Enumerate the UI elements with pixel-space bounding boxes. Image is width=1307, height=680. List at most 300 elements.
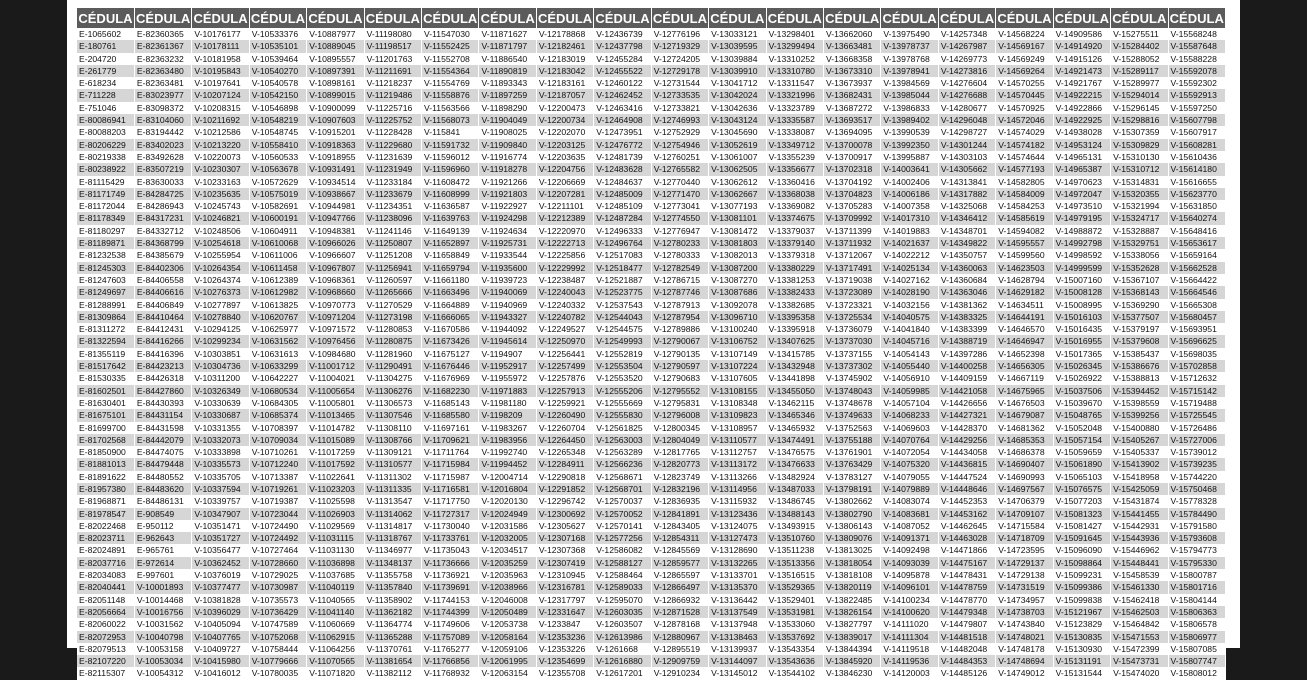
cedula-cell: V-15807085 xyxy=(1168,643,1225,655)
cedula-cell: V-10335573 xyxy=(192,458,249,470)
column-header: CÉDULA xyxy=(881,8,938,28)
cedula-cell: V-13360416 xyxy=(766,176,823,188)
cedula-cell: V-13798191 xyxy=(823,483,880,495)
cedula-cell: V-11935600 xyxy=(479,262,536,274)
cedula-cell: E-82034083 xyxy=(77,569,134,581)
cedula-cell: E-82040441 xyxy=(77,581,134,593)
cedula-cell: V-13462115 xyxy=(766,397,823,409)
cedula-cell: V-14471866 xyxy=(938,544,995,556)
column-header: CÉDULA xyxy=(422,8,479,28)
cedula-cell: V-12568701 xyxy=(594,483,651,495)
cedula-cell: E-80206229 xyxy=(77,139,134,151)
cedula-cell: V-14734957 xyxy=(996,594,1053,606)
cedula-cell: V-14462645 xyxy=(938,520,995,532)
cedula-cell: V-11918278 xyxy=(479,163,536,175)
cedula-cell: V-10719261 xyxy=(249,483,306,495)
cedula-cell: V-15400880 xyxy=(1111,422,1168,434)
cedula-cell: V-15443936 xyxy=(1111,532,1168,544)
cedula-cell: E-997601 xyxy=(134,569,191,581)
cedula-cell: V-13529401 xyxy=(766,594,823,606)
cedula-cell: V-13700078 xyxy=(823,139,880,151)
cedula-cell: V-10376019 xyxy=(192,569,249,581)
cedula-cell: V-13110577 xyxy=(709,434,766,446)
cedula-cell: V-15693951 xyxy=(1168,323,1225,335)
cedula-cell: V-13077193 xyxy=(709,200,766,212)
cedula-cell: V-14914920 xyxy=(1053,40,1110,52)
cedula-cell: V-11608472 xyxy=(422,176,479,188)
cedula-cell: V-13806143 xyxy=(823,520,880,532)
table-row xyxy=(77,151,1226,163)
cedula-cell: V-11031115 xyxy=(307,532,364,544)
cedula-cell: V-14093039 xyxy=(881,557,938,569)
cedula-cell: V-10178111 xyxy=(192,40,249,52)
cedula-cell: E-81189871 xyxy=(77,237,134,249)
cedula-cell: V-12760251 xyxy=(651,151,708,163)
cedula-cell: V-13045690 xyxy=(709,126,766,138)
cedula-cell: V-10631613 xyxy=(249,348,306,360)
cedula-cell: V-12733535 xyxy=(651,89,708,101)
cedula-cell: V-13323789 xyxy=(766,102,823,114)
cedula-cell: V-14568224 xyxy=(996,28,1053,40)
cedula-cell: V-13709992 xyxy=(823,212,880,224)
cedula-cell: V-10610068 xyxy=(249,237,306,249)
cedula-cell: V-11017592 xyxy=(307,458,364,470)
cedula-cell: V-11871797 xyxy=(479,40,536,52)
cedula-cell: V-10176177 xyxy=(192,28,249,40)
cedula-cell: V-13822485 xyxy=(823,594,880,606)
cedula-cell: V-11241146 xyxy=(364,225,421,237)
cedula-cell: V-11596960 xyxy=(422,163,479,175)
cedula-cell: V-12473951 xyxy=(594,126,651,138)
cedula-cell: V-12752929 xyxy=(651,126,708,138)
cedula-cell: V-12555830 xyxy=(594,409,651,421)
cedula-cell: V-14022212 xyxy=(881,249,938,261)
table-row xyxy=(77,667,1226,679)
cedula-cell: V-13113172 xyxy=(709,458,766,470)
cedula-cell: V-15588228 xyxy=(1168,53,1225,65)
cedula-cell: V-12552819 xyxy=(594,348,651,360)
cedula-cell: V-10264374 xyxy=(192,274,249,286)
cedula-cell: V-13144097 xyxy=(709,655,766,667)
cedula-cell: V-15592302 xyxy=(1168,77,1225,89)
cedula-cell: V-12823749 xyxy=(651,471,708,483)
cedula-cell: E-84317231 xyxy=(134,212,191,224)
cedula-cell: V-15807747 xyxy=(1168,655,1225,667)
cedula-cell: E-80086941 xyxy=(77,114,134,126)
cedula-cell: E-82056664 xyxy=(77,606,134,618)
cedula-cell: E-711228 xyxy=(77,89,134,101)
cedula-cell: V-13061007 xyxy=(709,151,766,163)
cedula-cell: V-14479348 xyxy=(938,606,995,618)
cedula-cell: V-14421058 xyxy=(938,385,995,397)
cedula-cell: V-14079055 xyxy=(881,471,938,483)
cedula-cell: E-81245303 xyxy=(77,262,134,274)
cedula-cell: V-10546898 xyxy=(249,102,306,114)
cedula-cell: V-15367107 xyxy=(1111,274,1168,286)
cedula-cell: V-14690993 xyxy=(996,471,1053,483)
cedula-cell: V-12537543 xyxy=(594,299,651,311)
cedula-cell: E-81171749 xyxy=(77,188,134,200)
cedula-cell: V-14988872 xyxy=(1053,225,1110,237)
cedula-cell: V-10631562 xyxy=(249,335,306,347)
cedula-cell: V-14032156 xyxy=(881,299,938,311)
cedula-cell: V-14383325 xyxy=(938,311,995,323)
cedula-cell: V-11596012 xyxy=(422,151,479,163)
cedula-cell: V-1233847 xyxy=(536,618,593,630)
cedula-cell: V-12563003 xyxy=(594,434,651,446)
cedula-cell: V-12866932 xyxy=(651,594,708,606)
cedula-cell: V-15289977 xyxy=(1111,77,1168,89)
cedula-cell: V-11893343 xyxy=(479,77,536,89)
cedula-cell: V-14313841 xyxy=(938,176,995,188)
cedula-cell: V-12782549 xyxy=(651,262,708,274)
cedula-cell: V-14574182 xyxy=(996,139,1053,151)
cedula-cell: V-15750468 xyxy=(1168,483,1225,495)
cedula-cell: V-10053034 xyxy=(134,655,191,667)
cedula-cell: V-10633299 xyxy=(249,360,306,372)
cedula-cell: V-15016435 xyxy=(1053,323,1110,335)
cedula-cell: E-81288991 xyxy=(77,299,134,311)
cedula-cell: V-15077203 xyxy=(1053,495,1110,507)
cedula-cell: E-84486131 xyxy=(134,495,191,507)
cedula-cell: V-10540578 xyxy=(249,77,306,89)
cedula-cell: V-14276688 xyxy=(938,89,995,101)
cedula-cell: V-15298816 xyxy=(1111,114,1168,126)
cedula-cell: V-12053738 xyxy=(479,618,536,630)
cedula-cell: V-12240332 xyxy=(536,299,593,311)
cedula-cell: V-10396029 xyxy=(192,606,249,618)
cedula-cell: V-10415980 xyxy=(192,655,249,667)
table-row xyxy=(77,409,1226,421)
cedula-cell: V-14303103 xyxy=(938,151,995,163)
cedula-cell: V-13310780 xyxy=(766,65,823,77)
cedula-cell: V-11036898 xyxy=(307,557,364,569)
column-header: CÉDULA xyxy=(479,8,536,28)
cedula-cell: V-14570445 xyxy=(996,89,1053,101)
column-header: CÉDULA xyxy=(307,8,364,28)
cedula-cell: V-13687272 xyxy=(823,102,880,114)
cedula-cell: E-84483620 xyxy=(134,483,191,495)
cedula-cell: V-12024949 xyxy=(479,508,536,520)
cedula-cell: V-12854311 xyxy=(651,532,708,544)
cedula-cell: V-15076575 xyxy=(1053,483,1110,495)
cedula-cell: V-11280875 xyxy=(364,335,421,347)
cedula-cell: V-11608999 xyxy=(422,188,479,200)
cedula-cell: V-12264450 xyxy=(536,434,593,446)
cedula-cell: V-10642227 xyxy=(249,372,306,384)
cedula-cell: V-14276604 xyxy=(938,77,995,89)
cedula-cell: V-12485109 xyxy=(594,200,651,212)
cedula-cell: V-13082013 xyxy=(709,249,766,261)
cedula-cell: V-13531981 xyxy=(766,606,823,618)
cedula-cell: V-12032005 xyxy=(479,532,536,544)
cedula-cell: V-14715584 xyxy=(996,520,1053,532)
cedula-cell: V-10347907 xyxy=(192,508,249,520)
cedula-cell: E-83507219 xyxy=(134,163,191,175)
cedula-cell: V-11897259 xyxy=(479,89,536,101)
cedula-cell: V-12257913 xyxy=(536,385,593,397)
cedula-cell: V-10600191 xyxy=(249,212,306,224)
cedula-cell: V-11256941 xyxy=(364,262,421,274)
cedula-cell: V-13124075 xyxy=(709,520,766,532)
cedula-cell: V-11666065 xyxy=(422,311,479,323)
cedula-cell: V-11004021 xyxy=(307,372,364,384)
cedula-cell: V-11070565 xyxy=(307,655,364,667)
cedula-cell: V-15648416 xyxy=(1168,225,1225,237)
cedula-cell: V-13736079 xyxy=(823,323,880,335)
cedula-cell: V-12050489 xyxy=(479,606,536,618)
cedula-cell: V-12200734 xyxy=(536,114,593,126)
cedula-cell: V-14068233 xyxy=(881,409,938,421)
cedula-cell: V-14922866 xyxy=(1053,102,1110,114)
cedula-cell: V-13100240 xyxy=(709,323,766,335)
cedula-cell: V-13062612 xyxy=(709,176,766,188)
cedula-cell: V-10780035 xyxy=(249,667,306,679)
cedula-cell: V-14676503 xyxy=(996,397,1053,409)
cedula-cell: V-11211691 xyxy=(364,65,421,77)
cedula-cell: V-14087052 xyxy=(881,520,938,532)
cedula-cell: V-12790135 xyxy=(651,348,708,360)
cedula-cell: V-11198517 xyxy=(364,40,421,52)
cedula-cell: V-14054143 xyxy=(881,348,938,360)
cedula-cell: V-11041140 xyxy=(307,606,364,618)
cedula-cell: V-11922927 xyxy=(479,200,536,212)
cedula-cell: V-11664889 xyxy=(422,299,479,311)
cedula-cell: V-13114956 xyxy=(709,483,766,495)
cedula-cell: V-10330639 xyxy=(192,397,249,409)
table-row xyxy=(77,618,1226,630)
cedula-cell: V-13783127 xyxy=(823,471,880,483)
cedula-cell: V-15471553 xyxy=(1111,631,1168,643)
column-header: CÉDULA xyxy=(766,8,823,28)
cedula-cell: E-84479448 xyxy=(134,458,191,470)
cedula-cell: V-10016756 xyxy=(134,606,191,618)
cedula-cell: V-15462418 xyxy=(1111,594,1168,606)
cedula-cell: V-14269773 xyxy=(938,53,995,65)
cedula-cell: V-12256441 xyxy=(536,348,593,360)
cedula-cell: V-15026922 xyxy=(1053,372,1110,384)
cedula-cell: V-14040575 xyxy=(881,311,938,323)
table-row xyxy=(77,200,1226,212)
cedula-cell: V-12240043 xyxy=(536,286,593,298)
table-row xyxy=(77,434,1226,446)
cedula-cell: V-14921767 xyxy=(1053,77,1110,89)
cedula-cell: V-10719387 xyxy=(249,495,306,507)
cedula-cell: V-14685353 xyxy=(996,434,1053,446)
cedula-cell: E-618234 xyxy=(77,77,134,89)
cedula-cell: V-15099231 xyxy=(1053,569,1110,581)
cedula-cell: V-14348701 xyxy=(938,225,995,237)
cedula-cell: V-12249527 xyxy=(536,323,593,335)
cedula-cell: V-12770440 xyxy=(651,176,708,188)
cedula-cell: V-13113266 xyxy=(709,471,766,483)
table-row xyxy=(77,606,1226,618)
cedula-cell: V-10230307 xyxy=(192,163,249,175)
cedula-cell: V-11260597 xyxy=(364,274,421,286)
cedula-cell: V-11709621 xyxy=(422,434,479,446)
cedula-cell: E-82072953 xyxy=(77,631,134,643)
cedula-cell: V-14953124 xyxy=(1053,139,1110,151)
cedula-cell: V-11739691 xyxy=(422,581,479,593)
cedula-cell: V-12203125 xyxy=(536,139,593,151)
cedula-cell: V-13711399 xyxy=(823,225,880,237)
cedula-cell: V-14111020 xyxy=(881,618,938,630)
cedula-cell: V-10612389 xyxy=(249,274,306,286)
cedula-cell: V-11952917 xyxy=(479,360,536,372)
cedula-cell: V-13311547 xyxy=(766,77,823,89)
cedula-cell: V-14748021 xyxy=(996,631,1053,643)
column-header: CÉDULA xyxy=(536,8,593,28)
table-row xyxy=(77,102,1226,114)
cedula-cell: V-15379608 xyxy=(1111,335,1168,347)
cedula-cell: V-10685374 xyxy=(249,409,306,421)
cedula-cell: E-81630401 xyxy=(77,397,134,409)
cedula-cell: V-14675965 xyxy=(996,385,1053,397)
table-row xyxy=(77,458,1226,470)
cedula-cell: V-12207281 xyxy=(536,188,593,200)
cedula-cell: V-14083074 xyxy=(881,495,938,507)
cedula-cell: V-12733821 xyxy=(651,102,708,114)
cedula-cell: V-12820773 xyxy=(651,458,708,470)
cedula-cell: V-11933544 xyxy=(479,249,536,261)
cedula-cell: V-10887977 xyxy=(307,28,364,40)
cedula-cell: V-11591732 xyxy=(422,139,479,151)
cedula-cell: V-12353236 xyxy=(536,631,593,643)
cedula-cell: V-11744153 xyxy=(422,594,479,606)
cedula-cell: V-13704823 xyxy=(823,188,880,200)
cedula-cell: V-10294125 xyxy=(192,323,249,335)
cedula-cell: V-11983267 xyxy=(479,422,536,434)
cedula-cell: V-15474020 xyxy=(1111,667,1168,679)
cedula-cell: V-11943327 xyxy=(479,311,536,323)
cedula-cell: V-11563566 xyxy=(422,102,479,114)
cedula-cell: E-82051148 xyxy=(77,594,134,606)
cedula-cell: V-12555206 xyxy=(594,385,651,397)
cedula-cell: V-11685580 xyxy=(422,409,479,421)
cedula-cell: V-10181958 xyxy=(192,53,249,65)
cedula-cell: V-12496764 xyxy=(594,237,651,249)
cedula-cell: V-10333898 xyxy=(192,446,249,458)
cedula-cell: V-12310945 xyxy=(536,569,593,581)
cedula-cell: V-14595557 xyxy=(996,237,1053,249)
cedula-cell: V-11382112 xyxy=(364,667,421,679)
cedula-table xyxy=(77,8,1226,680)
cedula-cell: E-83630033 xyxy=(134,176,191,188)
cedula-cell: V-12496333 xyxy=(594,225,651,237)
cedula-cell: V-11233679 xyxy=(364,188,421,200)
cedula-cell: V-15314831 xyxy=(1111,176,1168,188)
cedula-cell: V-11940969 xyxy=(479,299,536,311)
cedula-cell: V-11064256 xyxy=(307,643,364,655)
cedula-cell: V-14360684 xyxy=(938,274,995,286)
cedula-cell: V-15385437 xyxy=(1111,348,1168,360)
cedula-cell: V-11311302 xyxy=(364,471,421,483)
cedula-cell: V-12880967 xyxy=(651,631,708,643)
cedula-cell: V-15321994 xyxy=(1111,200,1168,212)
cedula-cell: V-10984680 xyxy=(307,348,364,360)
cedula-cell: V-11921803 xyxy=(479,188,536,200)
cedula-cell: V-10724492 xyxy=(249,532,306,544)
cedula-cell: V-13374675 xyxy=(766,212,823,224)
cedula-cell: V-10747589 xyxy=(249,618,306,630)
cedula-cell: V-12804049 xyxy=(651,434,708,446)
cedula-cell: E-751046 xyxy=(77,102,134,114)
cedula-cell: V-13087200 xyxy=(709,262,766,274)
cedula-cell: V-12455284 xyxy=(594,53,651,65)
cedula-cell: V-13321996 xyxy=(766,89,823,101)
cedula-cell: V-14585619 xyxy=(996,212,1053,224)
cedula-cell: E-81172044 xyxy=(77,200,134,212)
cedula-cell: V-11031130 xyxy=(307,544,364,556)
table-row xyxy=(77,594,1226,606)
cedula-cell: V-12257499 xyxy=(536,360,593,372)
cedula-cell: V-11029569 xyxy=(307,520,364,532)
cedula-cell: E-81699700 xyxy=(77,422,134,434)
cedula-cell: E-83194442 xyxy=(134,126,191,138)
cedula-cell: V-10712240 xyxy=(249,458,306,470)
cedula-cell: V-13033121 xyxy=(709,28,766,40)
cedula-cell: V-15616655 xyxy=(1168,176,1225,188)
cedula-cell: V-10931491 xyxy=(307,163,364,175)
cedula-cell: E-81180297 xyxy=(77,225,134,237)
cedula-cell: V-12476772 xyxy=(594,139,651,151)
cedula-cell: V-15275511 xyxy=(1111,28,1168,40)
cedula-cell: V-10540270 xyxy=(249,65,306,77)
table-row xyxy=(77,557,1226,569)
cedula-cell: V-11307546 xyxy=(364,409,421,421)
cedula-cell: V-13717491 xyxy=(823,262,880,274)
cedula-cell: V-15131544 xyxy=(1053,667,1110,679)
cedula-cell: V-10708397 xyxy=(249,422,306,434)
cedula-cell: V-12307168 xyxy=(536,532,593,544)
table-row xyxy=(77,65,1226,77)
cedula-cell: V-15320355 xyxy=(1111,188,1168,200)
cedula-cell: E-1065602 xyxy=(77,28,134,40)
cedula-cell: V-10779666 xyxy=(249,655,306,667)
cedula-cell: V-14723595 xyxy=(996,544,1053,556)
cedula-cell: V-14570255 xyxy=(996,77,1053,89)
cedula-cell: V-12566236 xyxy=(594,458,651,470)
cedula-cell: V-12603035 xyxy=(594,606,651,618)
cedula-cell: V-10625977 xyxy=(249,323,306,335)
cedula-cell: V-11940069 xyxy=(479,286,536,298)
cedula-cell: V-10723044 xyxy=(249,508,306,520)
cedula-cell: V-10539464 xyxy=(249,53,306,65)
cedula-cell: V-15597250 xyxy=(1168,102,1225,114)
cedula-cell: V-11062915 xyxy=(307,631,364,643)
cedula-cell: V-13845920 xyxy=(823,655,880,667)
cedula-cell: V-12203635 xyxy=(536,151,593,163)
cedula-cell: V-13737030 xyxy=(823,335,880,347)
cedula-cell: V-13482924 xyxy=(766,471,823,483)
cedula-cell: V-11908025 xyxy=(479,126,536,138)
cedula-cell: E-82022468 xyxy=(77,520,134,532)
table-row xyxy=(77,163,1226,175)
cedula-cell: V-14463028 xyxy=(938,532,995,544)
cedula-cell: V-15784490 xyxy=(1168,508,1225,520)
cedula-cell: V-12307368 xyxy=(536,544,593,556)
cedula-cell: V-13107149 xyxy=(709,348,766,360)
cedula-cell: V-11025598 xyxy=(307,495,364,507)
cedula-cell: V-11026903 xyxy=(307,508,364,520)
cedula-cell: V-15702858 xyxy=(1168,360,1225,372)
cedula-cell: E-84284725 xyxy=(134,188,191,200)
cedula-cell: V-14584253 xyxy=(996,200,1053,212)
cedula-cell: V-14400258 xyxy=(938,360,995,372)
cedula-cell: V-11659794 xyxy=(422,262,479,274)
cedula-cell: V-11362182 xyxy=(364,606,421,618)
cedula-cell: V-10934514 xyxy=(307,176,364,188)
